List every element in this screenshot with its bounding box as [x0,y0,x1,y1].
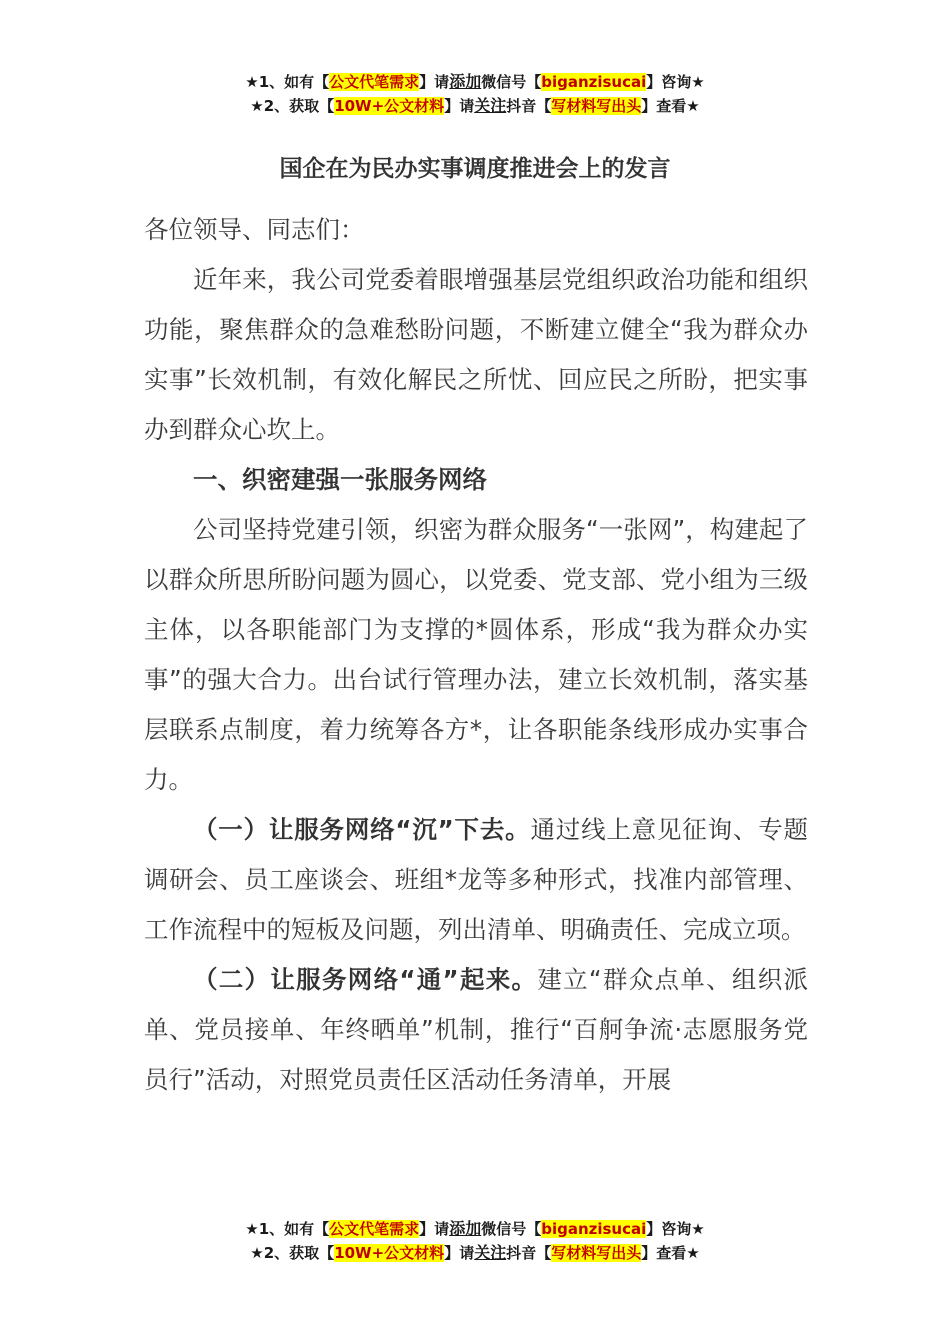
item-lead: （二）让服务网络“通”起来。 [193,965,538,994]
document-title: 国企在为民办实事调度推进会上的发言 [279,156,671,182]
intro-paragraph: 近年来，我公司党委着眼增强基层党组织政治功能和组织功能，聚焦群众的急难愁盼问题，不断建立健全“我为群众办实事”长效机制，有效化解民之所忧、回应民之所盼，把实事办到群众心坎上。 [144,265,808,444]
banner-highlight: 10W+公文材料 [334,97,445,115]
header-banner [0,70,950,118]
banner-highlight: biganzisucai [541,1220,647,1238]
banner-text: 抖音【 [506,97,552,115]
banner-highlight: 写材料写出头 [551,1244,642,1262]
banner-text: ★2、获取【 [250,97,335,115]
banner-highlight: 公文代笔需求 [329,1220,420,1238]
banner-line-2 [0,1241,950,1265]
banner-highlight: biganzisucai [541,73,647,91]
banner-text: 抖音【 [506,1244,552,1262]
item-body: 通过线上意见征询、专题调研会、员工座谈会、班组*龙等多种形式，找准内部管理、工作流程中的短板及问题，列出清单、明确责任、完成立项。 [144,815,809,944]
banner-line-2 [0,94,950,118]
banner-emphasis: 添加 [449,1219,482,1238]
banner-text: ★2、获取【 [250,1244,335,1262]
banner-emphasis: 关注 [474,1243,507,1262]
footer-banner [0,1217,950,1265]
banner-text: 微信号【 [481,73,542,91]
banner-highlight: 10W+公文材料 [334,1244,445,1262]
banner-emphasis: 添加 [449,72,482,91]
item-lead: （一）让服务网络“沉”下去。 [193,815,531,844]
item-body: 建立“群众点单、组织派单、党员接单、年终晒单”机制，推行“百舸争流·志愿服务党员行”活动，对照党员责任区活动任务清单，开展 [144,965,808,1094]
item-paragraph-1 [144,805,808,955]
banner-text: ★1、如有【 [245,73,330,91]
banner-highlight: 公文代笔需求 [329,73,420,91]
banner-highlight: 写材料写出头 [551,97,642,115]
banner-line-1 [0,70,950,94]
banner-text: 】请 [444,1244,475,1262]
banner-text: ★1、如有【 [245,1220,330,1238]
banner-text: 】请 [419,73,450,91]
document-body [144,205,808,1105]
banner-line-1 [0,1217,950,1241]
banner-text: 】查看★ [641,1244,700,1262]
banner-text: 微信号【 [481,1220,542,1238]
banner-emphasis: 关注 [474,96,507,115]
banner-text: 】咨询★ [646,1220,705,1238]
salutation: 各位领导、同志们： [144,215,365,244]
section-heading: 一、织密建强一张服务网络 [193,465,487,494]
banner-text: 】查看★ [641,97,700,115]
section-paragraph: 公司坚持党建引领，织密为群众服务“一张网”，构建起了以群众所思所盼问题为圆心，以党委、党支部、党小组为三级主体，以各职能部门为支撑的*圆体系，形成“我为群众办实事”的强大合力。出台试行管理办法，建立长效机制，落实基层联系点制度，着力统筹各方*，让各职能条线形成办实事合力。 [144,515,808,794]
banner-text: 】请 [444,97,475,115]
item-paragraph-2 [144,955,808,1105]
banner-text: 】请 [419,1220,450,1238]
banner-text: 】咨询★ [646,73,705,91]
